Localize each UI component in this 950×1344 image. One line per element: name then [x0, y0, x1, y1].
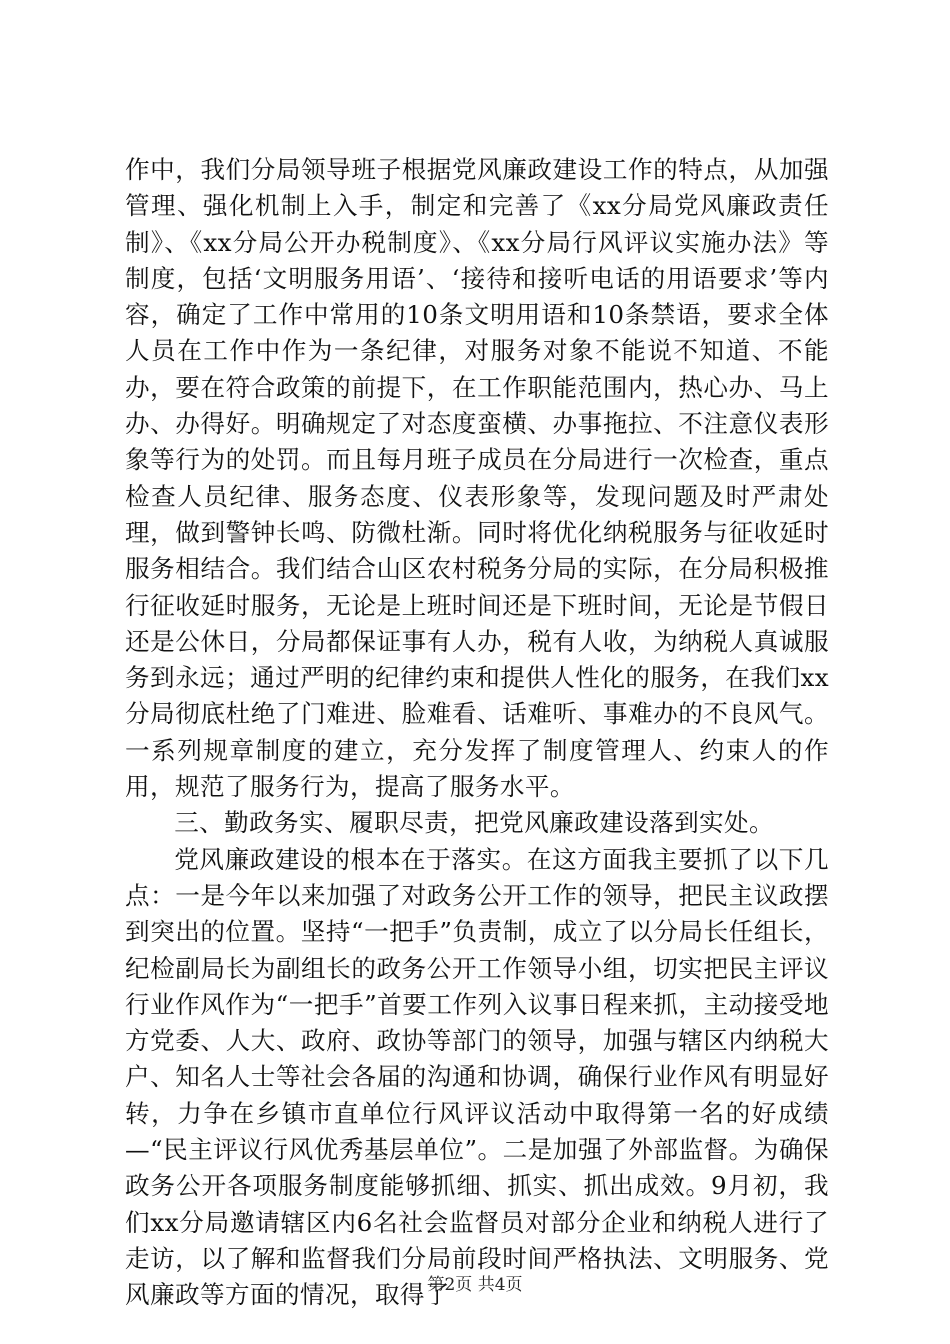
document-body	[125, 152, 829, 1314]
page-footer: 第2页 共4页	[427, 1275, 523, 1295]
paragraph-continuation: 作中，我们分局领导班子根据党风廉政建设工作的特点，从加强管理、强化机制上入手，制定和完善了《xx分局党风廉政责任制》、《xx分局公开办税制度》、《xx分局行风评议实施办法》等制度，包括‘文明服务用语’、‘接待和接听电话的用语要求’等内容，确定了工作中常用的10条文明用语和10条禁语，要求全体人员在工作中作为一条纪律，对服务对象不能说不知道、不能办，要在符合政策的前提下，在工作职能范围内，热心办、马上办、办得好。明确规定了对态度蛮横、办事拖拉、不注意仪表形象等行为的处罚。而且每月班子成员在分局进行一次检查，重点检查人员纪律、服务态度、仪表形象等，发现问题及时严肃处理，做到警钟长鸣、防微杜渐。同时将优化纳税服务与征收延时服务相结合。我们结合山区农村税务分局的实际，在分局积极推行征收延时服务，无论是上班时间还是下班时间，无论是节假日还是公休日，分局都保证事有人办，税有人收，为纳税人真诚服务到永远；通过严明的纪律约束和提供人性化的服务，在我们xx分局彻底杜绝了门难进、脸难看、话难听、事难办的不良风气。一系列规章制度的建立，充分发挥了制度管理人、约束人的作用，规范了服务行为，提高了服务水平。	[125, 155, 829, 802]
paragraph-body: 党风廉政建设的根本在于落实。在这方面我主要抓了以下几点：一是今年以来加强了对政务公开工作的领导，把民主议政摆到突出的位置。坚持“一把手”负责制，成立了以分局长任组长，纪检副局长为副组长的政务公开工作领导小组，切实把民主评议行业作风作为“一把手”首要工作列入议事日程来抓，主动接受地方党委、人大、政府、政协等部门的领导，加强与辖区内纳税大户、知名人士等社会各届的沟通和协调，确保行业作风有明显好转，力争在乡镇市直单位行风评议活动中取得第一名的好成绩—“民主评议行风优秀基层单位”。二是加强了外部监督。为确保政务公开各项服务制度能够抓细、抓实、抓出成效。9月初，我们xx分局邀请辖区内6名社会监督员对部分企业和纳税人进行了走访，以了解和监督我们分局前段时间严格执法、文明服务、党风廉政等方面的情况，取得了	[125, 844, 829, 1310]
section-heading: 三、勤政务实、履职尽责，把党风廉政建设落到实处。	[174, 808, 775, 838]
